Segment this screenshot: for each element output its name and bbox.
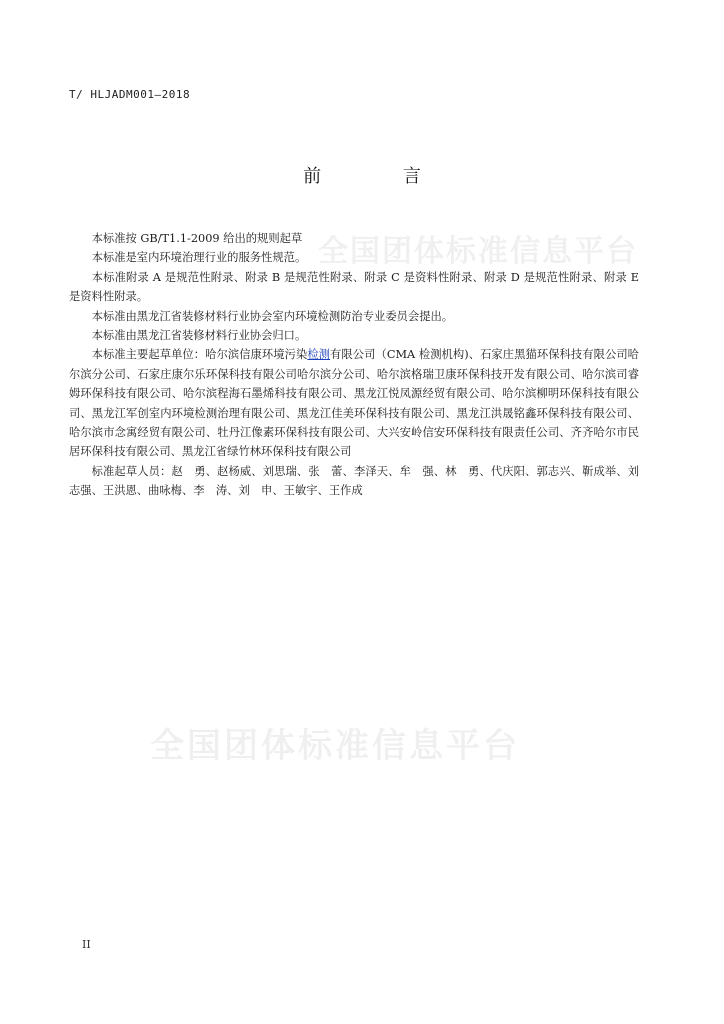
- watermark-bottom: 全国团体标准信息平台: [150, 726, 520, 766]
- paragraph-proposer: 本标准由黑龙江省装修材料行业协会室内环境检测防治专业委员会提出。: [91, 309, 454, 323]
- paragraph-drafting-units: [69, 345, 639, 461]
- page-title: 前 言: [303, 166, 459, 187]
- paragraph-scope: 本标准是室内环境治理行业的服务性规范。: [91, 251, 307, 265]
- paragraph-drafting-rules: 本标准按 GB/T1.1-2009 给出的规则起草: [91, 232, 303, 245]
- drafting-units-lead: 本标准主要起草单位：哈尔滨信康环境污染: [91, 348, 308, 362]
- standard-code: T/ HLJADM001—2018: [69, 88, 191, 101]
- paragraph-appendices: 本标准附录 A 是规范性附录、附录 B 是规范性附录、附录 C 是资料性附录、附录 D 是规范性附录、附录 E 是资料性附录。: [69, 270, 639, 304]
- page-number: II: [82, 938, 91, 951]
- foreword-body: [69, 229, 639, 501]
- watermark-top: 全国团体标准信息平台: [318, 234, 638, 269]
- drafting-units-rest: 有限公司（CMA 检测机构)、石家庄黑猫环保科技有限公司哈尔滨分公司、石家庄康尔乐环保科技有限公司哈尔滨分公司、哈尔滨格瑞卫康环保科技开发有限公司、哈尔滨司睿姆环保科技有限公司、哈尔滨程海石墨烯科技有限公司、黑龙江悦凤源经贸有限公司、哈尔滨柳明环保科技有限公司、黑龙江军创室内环境检测治理有限公司、黑龙江佳美环保科技有限公司、黑龙江洪晟铭鑫环保科技有限公司、哈尔滨市念寓经贸有限公司、牡丹江像素环保科技有限公司、大兴安岭信安环保科技有限责任公司、齐齐哈尔市民居环保科技有限公司、黑龙江省绿竹林环保科技有限公司: [69, 348, 639, 459]
- testing-link[interactable]: 检测: [307, 348, 331, 362]
- paragraph-custodian: 本标准由黑龙江省装修材料行业协会归口。: [91, 329, 307, 343]
- paragraph-drafters: 标准起草人员：赵 勇、赵杨威、刘思瑞、张 蕾、李泽天、牟 强、林 勇、代庆阳、郭志兴、靳成举、刘志强、王洪恩、曲咏梅、李 涛、刘 申、王敏宇、王作成: [69, 464, 639, 498]
